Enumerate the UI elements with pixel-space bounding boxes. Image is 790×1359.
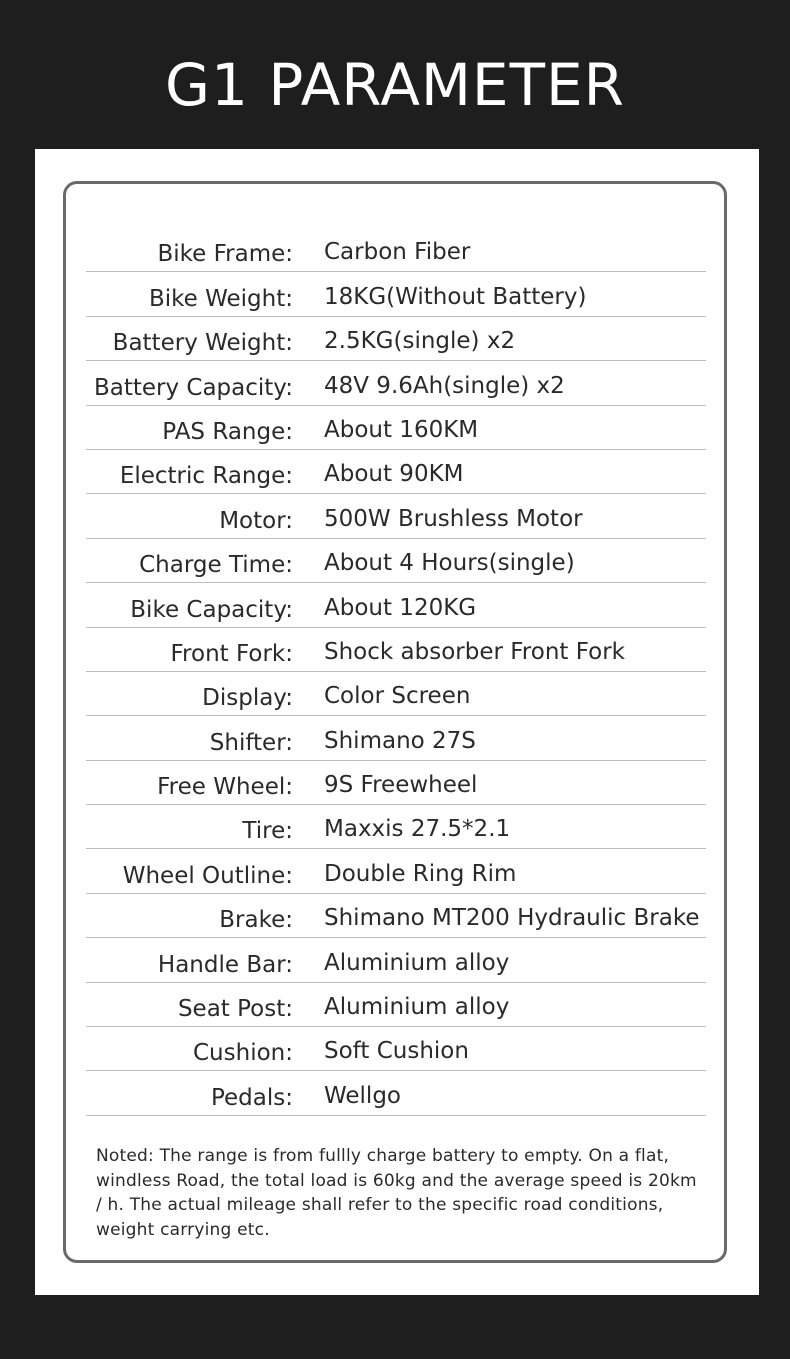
spec-row-free-wheel — [86, 761, 706, 805]
spec-value: Double Ring Rim — [324, 860, 517, 887]
spec-row-battery-capacity — [86, 361, 706, 405]
spec-value: About 160KM — [324, 416, 479, 443]
spec-label: Electric Range: — [119, 463, 293, 490]
spec-value: Color Screen — [324, 683, 471, 710]
spec-row-battery-weight — [86, 317, 706, 361]
spec-row-seat-post — [86, 983, 706, 1027]
spec-label: Tire: — [242, 818, 293, 845]
spec-value: 500W Brushless Motor — [324, 505, 583, 532]
spec-value: Maxxis 27.5*2.1 — [324, 816, 511, 843]
spec-value: Wellgo — [324, 1082, 401, 1109]
spec-row-shifter — [86, 716, 706, 760]
spec-label: Wheel Outline: — [122, 862, 293, 889]
spec-row-tire — [86, 805, 706, 849]
spec-value: Soft Cushion — [324, 1038, 469, 1065]
spec-row-bike-frame — [86, 228, 706, 272]
spec-row-motor — [86, 494, 706, 538]
spec-label: Display: — [202, 685, 293, 712]
spec-label: Battery Weight: — [112, 330, 293, 357]
spec-value: About 90KM — [324, 461, 464, 488]
spec-row-handle-bar — [86, 938, 706, 982]
spec-label: Battery Capacity: — [93, 374, 293, 401]
spec-label: Bike Weight: — [148, 285, 293, 312]
spec-label: Shifter: — [209, 729, 293, 756]
spec-value: 9S Freewheel — [324, 772, 478, 799]
spec-value: About 120KG — [324, 594, 477, 621]
spec-value: About 4 Hours(single) — [324, 550, 575, 577]
spec-label: Bike Frame: — [157, 241, 293, 268]
spec-row-pedals — [86, 1071, 706, 1115]
spec-row-bike-capacity — [86, 583, 706, 627]
spec-value: Aluminium alloy — [324, 949, 510, 976]
spec-value: 2.5KG(single) x2 — [324, 328, 516, 355]
spec-card — [63, 181, 727, 1263]
spec-sheet — [35, 149, 759, 1295]
spec-label: Charge Time: — [139, 552, 293, 579]
spec-label: Brake: — [219, 907, 293, 934]
spec-label: Motor: — [219, 507, 293, 534]
spec-label: Pedals: — [210, 1084, 293, 1111]
range-note: Noted: The range is from fullly charge battery to empty. On a flat, windless Road, the total load is 60kg and the average speed is 20km / h. The actual mileage shall refer to the specific road conditions, weight carrying etc. — [96, 1146, 697, 1240]
page-title: G1 PARAMETER — [165, 51, 625, 119]
spec-label: Bike Capacity: — [130, 596, 293, 623]
spec-label: Cushion: — [193, 1040, 293, 1067]
spec-value: Aluminium alloy — [324, 994, 510, 1021]
spec-label: PAS Range: — [162, 418, 293, 445]
spec-label: Handle Bar: — [157, 951, 293, 978]
spec-row-brake — [86, 894, 706, 938]
spec-value: Shimano 27S — [324, 727, 476, 754]
spec-list — [86, 228, 706, 1116]
spec-value: Shock absorber Front Fork — [324, 638, 625, 665]
spec-value: 48V 9.6Ah(single) x2 — [324, 372, 565, 399]
spec-label: Free Wheel: — [157, 774, 293, 801]
spec-label: Seat Post: — [177, 996, 293, 1023]
spec-row-front-fork — [86, 628, 706, 672]
spec-row-bike-weight — [86, 272, 706, 316]
spec-row-electric-range — [86, 450, 706, 494]
spec-value: 18KG(Without Battery) — [324, 283, 587, 310]
spec-row-cushion — [86, 1027, 706, 1071]
spec-row-wheel-outline — [86, 849, 706, 893]
spec-label: Front Fork: — [170, 640, 293, 667]
spec-row-charge-time — [86, 539, 706, 583]
spec-row-pas-range — [86, 406, 706, 450]
spec-row-display — [86, 672, 706, 716]
spec-value: Shimano MT200 Hydraulic Brake — [324, 905, 700, 932]
spec-value: Carbon Fiber — [324, 239, 471, 266]
